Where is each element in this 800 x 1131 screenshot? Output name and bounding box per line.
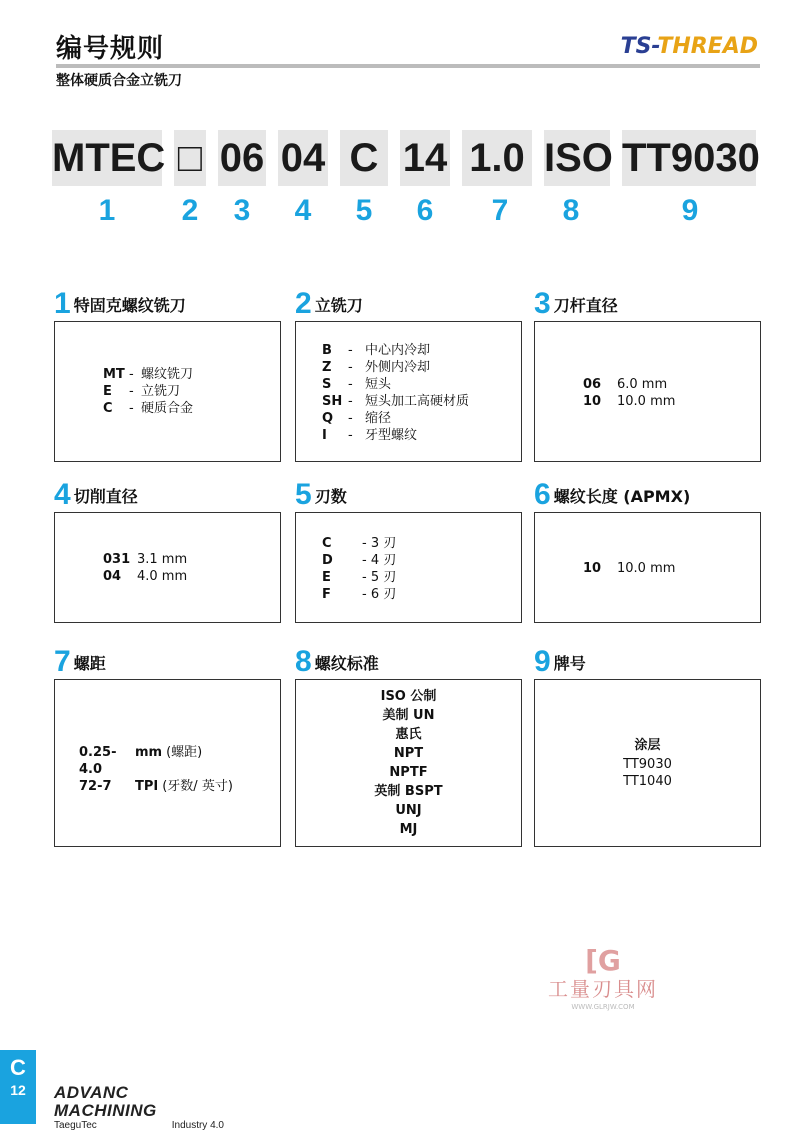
watermark [536, 946, 670, 1012]
section-heading-2 [295, 288, 363, 318]
list-item [322, 393, 469, 410]
section-number: 2 [295, 287, 312, 320]
section-box-5 [295, 512, 522, 623]
section-title: 刀杆直径 [553, 296, 618, 315]
item-code: 031 [103, 552, 131, 567]
code-position-number: 6 [416, 194, 434, 227]
item-desc: 6.0 mm [617, 377, 668, 392]
footer-logo-sub [54, 1120, 224, 1131]
code-list [322, 535, 396, 603]
list-item [103, 400, 193, 417]
section-heading-6 [534, 479, 690, 509]
code-list [79, 744, 233, 795]
section-box-8 [295, 679, 522, 847]
section-title: 特固克螺纹铣刀 [73, 296, 186, 315]
item-unit: TPI [135, 779, 159, 794]
section-title: 刃数 [314, 487, 347, 506]
page-subtitle: 整体硬质合金立铣刀 [56, 73, 182, 89]
code-list [583, 560, 675, 577]
page-title: 编号规则 [56, 34, 165, 64]
section-number: 4 [54, 478, 71, 511]
item-separator: - [348, 360, 353, 375]
list-item [79, 744, 233, 778]
item-desc: 立铣刀 [141, 384, 181, 399]
brand-logo [621, 34, 758, 59]
page-number: 12 [10, 1082, 26, 1098]
list-item [322, 342, 469, 359]
item-code: F [322, 587, 331, 602]
list-item [322, 586, 396, 603]
item-code: 10 [583, 394, 602, 409]
chapter-letter: C [10, 1055, 26, 1080]
code-segment: 1.0 [462, 130, 532, 186]
section-number: 3 [534, 287, 551, 320]
code-segment: □ [174, 130, 206, 186]
grade-list [535, 680, 760, 846]
list-item [583, 560, 675, 577]
code-position-number: 7 [491, 194, 509, 227]
code-segment: C [340, 130, 388, 186]
code-position-number: 2 [181, 194, 199, 227]
code-position-number: 8 [562, 194, 580, 227]
section-box-7 [54, 679, 281, 847]
list-item [322, 535, 396, 552]
header-rule [56, 64, 760, 68]
standard-list [296, 680, 521, 846]
list-item [322, 376, 469, 393]
code-segment: TT9030 [622, 130, 756, 186]
section-heading-3 [534, 288, 618, 318]
item-code: 04 [103, 569, 122, 584]
list-item [322, 359, 469, 376]
section-box-6 [534, 512, 761, 623]
code-segment: 14 [400, 130, 450, 186]
list-item [322, 552, 396, 569]
item-separator: - [348, 377, 353, 392]
item-code: 06 [583, 377, 602, 392]
section-title: 切削直径 [73, 487, 138, 506]
list-item [103, 568, 187, 585]
list-item: 惠氏 [395, 727, 422, 742]
list-item: NPT [393, 746, 424, 761]
item-code: I [322, 428, 327, 443]
code-segment: 06 [218, 130, 266, 186]
section-number: 6 [534, 478, 551, 511]
brand-thread: THREAD [657, 34, 758, 59]
item-separator: - [129, 384, 134, 399]
list-item [103, 383, 193, 400]
code-segment: 04 [278, 130, 328, 186]
code-position-number: 4 [294, 194, 312, 227]
item-code: 10 [583, 561, 602, 576]
item-code: S [322, 377, 332, 392]
section-heading-7 [54, 646, 106, 676]
list-item [79, 778, 233, 795]
section-box-4 [54, 512, 281, 623]
item-code: Q [322, 411, 334, 426]
item-code: E [103, 384, 112, 399]
code-list [583, 376, 675, 410]
section-title: 牌号 [553, 654, 586, 673]
item-desc: - 6 刃 [362, 587, 397, 602]
list-item: UNJ [395, 803, 422, 818]
section-box-3 [534, 321, 761, 462]
item-desc: 硬质合金 [141, 401, 194, 416]
item-desc: - 3 刃 [362, 536, 397, 551]
brand-ts: TS- [620, 34, 658, 59]
footer-logo-right: Industry 4.0 [171, 1120, 224, 1131]
item-desc: 螺纹铣刀 [141, 367, 194, 382]
list-item [322, 569, 396, 586]
footer-logo-main: ADVANC MACHINING [54, 1083, 157, 1120]
section-box-2 [295, 321, 522, 462]
item-separator: - [129, 367, 134, 382]
chapter-tab [0, 1050, 36, 1124]
item-separator: - [129, 401, 134, 416]
item-desc: - 5 刃 [362, 570, 397, 585]
list-item: 涂层 [634, 737, 661, 753]
section-number: 7 [54, 645, 71, 678]
list-item: 英制 BSPT [374, 784, 443, 799]
list-item [322, 427, 469, 444]
list-item [583, 376, 675, 393]
code-segment: ISO [544, 130, 610, 186]
list-item: TT9030 [623, 756, 672, 772]
item-separator: - [348, 411, 353, 426]
item-desc: 缩径 [365, 411, 392, 426]
item-desc: 牙型螺纹 [365, 428, 418, 443]
code-list [103, 551, 187, 585]
section-number: 9 [534, 645, 551, 678]
item-code: Z [322, 360, 332, 375]
item-code: C [322, 536, 332, 551]
code-list [322, 342, 469, 444]
list-item [103, 366, 193, 383]
section-title: 立铣刀 [314, 296, 363, 315]
item-code: B [322, 343, 332, 358]
item-separator: - [348, 343, 353, 358]
item-desc: (螺距) [166, 745, 203, 760]
section-box-1 [54, 321, 281, 462]
watermark-url: WWW.GLRJW.COM [571, 1003, 635, 1011]
section-number: 1 [54, 287, 71, 320]
code-row [52, 130, 764, 186]
code-position-number: 5 [355, 194, 373, 227]
section-title: 螺距 [73, 654, 106, 673]
list-item [583, 393, 675, 410]
section-heading-4 [54, 479, 138, 509]
item-code: E [322, 570, 331, 585]
item-separator: - [348, 394, 353, 409]
code-position-number: 9 [681, 194, 699, 227]
section-heading-9 [534, 646, 586, 676]
watermark-text: 工量刃具网 [548, 977, 658, 1001]
list-item: TT1040 [623, 773, 672, 789]
list-item: NPTF [389, 765, 428, 780]
item-code: MT [103, 367, 125, 382]
item-desc: 3.1 mm [137, 552, 188, 567]
item-separator: - [348, 428, 353, 443]
list-item: MJ [399, 822, 418, 837]
list-item [322, 410, 469, 427]
list-item: 美制 UN [382, 708, 435, 723]
section-number: 8 [295, 645, 312, 678]
item-desc: 中心内冷却 [365, 343, 431, 358]
item-desc: 短头 [365, 377, 392, 392]
item-code: D [322, 553, 333, 568]
item-desc: (牙数/ 英寸) [162, 779, 233, 794]
item-desc: 10.0 mm [617, 561, 676, 576]
section-box-9 [534, 679, 761, 847]
code-position-number: 3 [233, 194, 251, 227]
item-unit: mm [135, 745, 163, 760]
section-title: 螺纹长度 (APMX) [553, 487, 691, 506]
item-code: 72-7 [79, 779, 112, 794]
item-desc: 4.0 mm [137, 569, 188, 584]
watermark-logo: [G [585, 944, 621, 977]
section-heading-1 [54, 288, 186, 318]
section-heading-5 [295, 479, 347, 509]
item-desc: 外侧内冷却 [365, 360, 431, 375]
code-position-number: 1 [98, 194, 116, 227]
code-segment: MTEC [52, 130, 162, 186]
footer-logo-left: TaeguTec [54, 1120, 97, 1131]
item-desc: 短头加工高硬材质 [365, 394, 470, 409]
section-title: 螺纹标准 [314, 654, 379, 673]
item-code: SH [322, 394, 343, 409]
item-code: 0.25-4.0 [79, 745, 117, 777]
list-item [103, 551, 187, 568]
section-number: 5 [295, 478, 312, 511]
item-desc: - 4 刃 [362, 553, 397, 568]
section-heading-8 [295, 646, 379, 676]
list-item: ISO 公制 [380, 689, 437, 704]
code-list [103, 366, 193, 417]
item-code: C [103, 401, 113, 416]
item-desc: 10.0 mm [617, 394, 676, 409]
